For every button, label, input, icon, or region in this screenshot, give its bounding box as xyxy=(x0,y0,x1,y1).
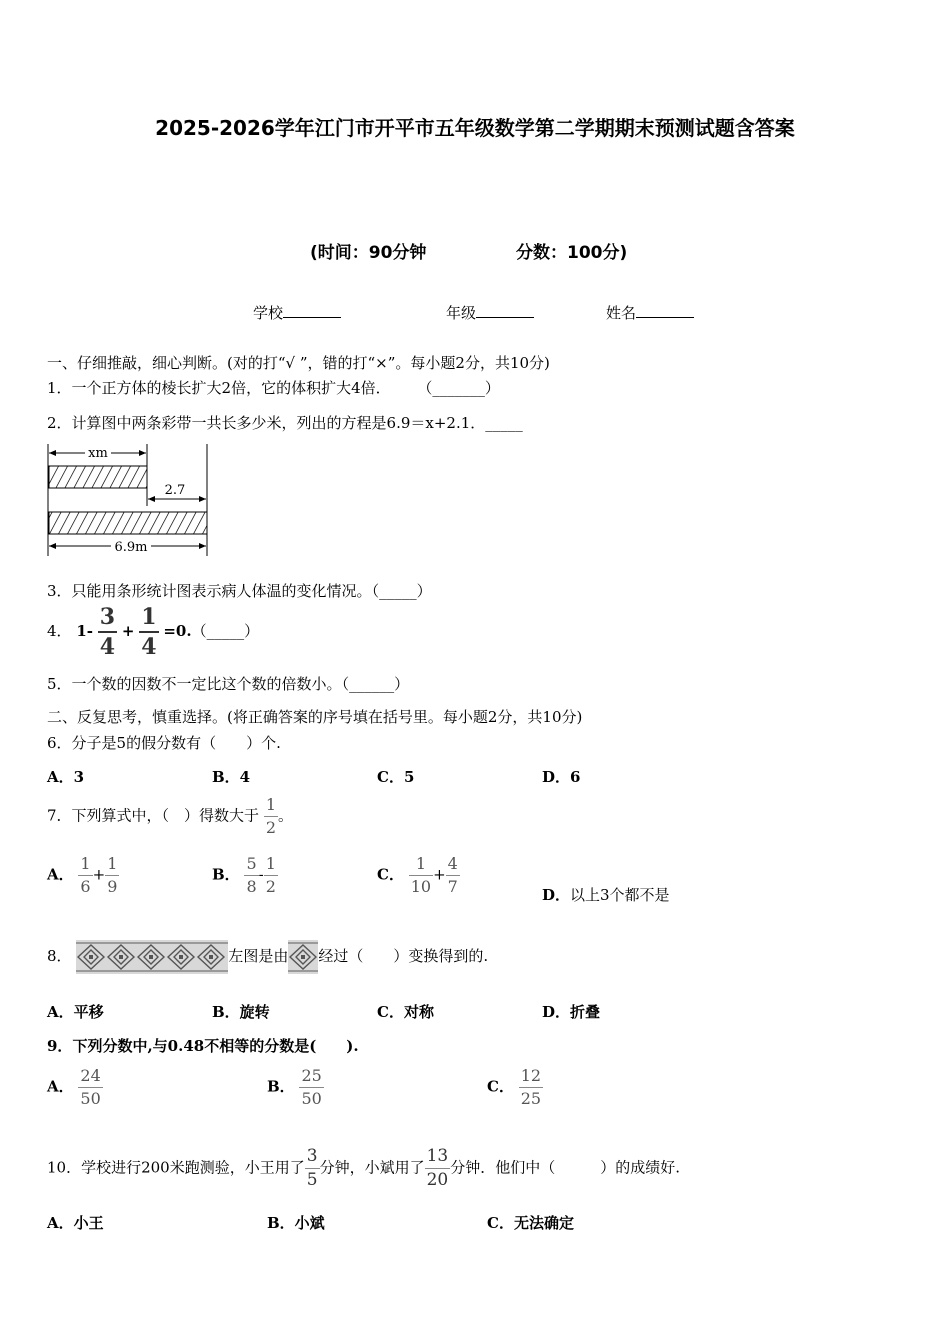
q7-b-op: - xyxy=(258,865,264,884)
q10-option-a[interactable]: A．小王 xyxy=(47,1214,104,1232)
q6-option-d[interactable]: D．6 xyxy=(542,768,581,786)
name-field[interactable] xyxy=(606,302,694,323)
question-5 xyxy=(47,673,409,694)
q2-text: 计算图中两条彩带一共长多少米，列出的方程是6.9＝x+2.1． xyxy=(71,414,486,432)
q9-c-fraction: $\frac{12}{25}$ xyxy=(520,1066,542,1108)
q8-number: 8． xyxy=(47,947,72,965)
q9-option-b[interactable] xyxy=(267,1068,324,1107)
q3-text: 只能用条形统计图表示病人体温的变化情况。 xyxy=(71,582,372,600)
diamond-pattern-strip xyxy=(76,940,228,974)
q7-end: 。 xyxy=(278,806,294,825)
q7-b-fraction-2: $\frac{1}{2}$ xyxy=(265,854,276,896)
school-field[interactable] xyxy=(253,302,341,323)
q4-fraction-2: $\frac{1}{4}$ xyxy=(141,604,157,660)
ribbon-diagram xyxy=(45,440,211,560)
q7-b-fraction-1: $\frac{5}{8}$ xyxy=(246,854,257,896)
question-3 xyxy=(47,580,432,601)
q5-number: 5． xyxy=(47,675,72,693)
q9-option-c[interactable] xyxy=(487,1068,543,1107)
q10-number: 10． xyxy=(47,1158,82,1177)
q8-option-c[interactable]: C．对称 xyxy=(377,1003,434,1021)
section1-heading: 一、仔细推敲，细心判断。(对的打“√ ”，错的打“×”。每小题2分，共10分) xyxy=(47,354,550,372)
q10-option-c[interactable]: C．无法确定 xyxy=(487,1214,574,1232)
q5-text: 一个数的因数不一定比这个数的倍数小。 xyxy=(71,675,342,693)
q7-fraction-half: $\frac{1}{2}$ xyxy=(265,795,277,837)
question-2 xyxy=(47,412,523,433)
q4-suffix: =0. xyxy=(163,622,192,640)
exam-score: 分数：100分) xyxy=(516,243,628,263)
q7-number: 7． xyxy=(47,806,72,825)
section2-heading: 二、反复思考，慎重选择。(将正确答案的序号填在括号里。每小题2分，共10分) xyxy=(47,708,583,726)
q4-plus: + xyxy=(121,622,135,640)
q7-a-op: + xyxy=(92,865,106,884)
q7-c-fraction-2: $\frac{4}{7}$ xyxy=(447,854,458,896)
q9-a-fraction: $\frac{24}{50}$ xyxy=(80,1066,101,1108)
q7-a-fraction-2: $\frac{1}{9}$ xyxy=(107,854,118,896)
q10-fraction-1: $\frac{3}{5}$ xyxy=(306,1146,318,1190)
q8-option-b[interactable]: B．旋转 xyxy=(212,1003,270,1021)
grade-blank[interactable] xyxy=(476,303,534,318)
single-diamond-tile xyxy=(288,940,318,974)
q9-number: 9． xyxy=(47,1037,73,1055)
q4-answer-paren[interactable]: （_____） xyxy=(191,622,260,640)
q7-option-d[interactable] xyxy=(542,884,670,905)
q7-option-b[interactable] xyxy=(212,856,278,895)
q9-a-label: A． xyxy=(47,1077,74,1096)
q6-number: 6． xyxy=(47,734,72,752)
q10-text-1: 学校进行200米跑测验，小王用了 xyxy=(81,1158,305,1177)
question-4 xyxy=(47,606,259,658)
q7-c-label: C． xyxy=(377,865,404,884)
q7-b-label: B． xyxy=(212,865,240,884)
q6-text: 分子是5的假分数有（ ）个. xyxy=(71,734,281,752)
q2-answer-blank[interactable]: _____ xyxy=(485,414,523,432)
q8-text-2: 经过（ ）变换得到的. xyxy=(318,947,489,965)
q6-option-b[interactable]: B．4 xyxy=(212,768,251,786)
q7-d-text: 以上3个都不是 xyxy=(570,886,670,904)
q3-answer-paren[interactable]: （_____） xyxy=(371,582,432,600)
q10-text-3: 分钟．他们中（ ）的成绩好. xyxy=(450,1158,680,1177)
q4-fraction-1: $\frac{3}{4}$ xyxy=(99,604,116,660)
question-7 xyxy=(47,797,293,836)
q9-b-label: B． xyxy=(267,1077,295,1096)
label-xm: xm xyxy=(88,446,108,461)
school-label: 学校 xyxy=(253,304,284,322)
label-6-9m: 6.9m xyxy=(114,540,148,555)
question-6 xyxy=(47,732,281,753)
q7-a-label: A． xyxy=(47,865,74,884)
name-label: 姓名 xyxy=(606,304,637,322)
q7-d-label: D． xyxy=(542,886,571,904)
q10-option-b[interactable]: B．小斌 xyxy=(267,1214,325,1232)
question-10 xyxy=(47,1148,680,1189)
q1-answer-paren[interactable]: （_______） xyxy=(417,379,500,397)
grade-field[interactable] xyxy=(446,302,534,323)
grade-label: 年级 xyxy=(446,304,477,322)
q9-b-fraction: $\frac{25}{50}$ xyxy=(301,1066,322,1108)
q7-option-a[interactable] xyxy=(47,856,119,895)
q7-text: 下列算式中，（ ）得数大于 xyxy=(71,806,260,825)
q1-text: 一个正方体的棱长扩大2倍，它的体积扩大4倍． xyxy=(71,379,391,397)
q9-text: 下列分数中,与0.48不相等的分数是( ). xyxy=(72,1037,359,1055)
q8-option-a[interactable]: A．平移 xyxy=(47,1003,104,1021)
q10-fraction-2: $\frac{13}{20}$ xyxy=(426,1146,449,1190)
exam-time: (时间：90分钟 xyxy=(310,243,427,263)
q7-c-fraction-1: $\frac{1}{10}$ xyxy=(410,854,432,896)
q2-number: 2． xyxy=(47,414,72,432)
school-blank[interactable] xyxy=(283,303,341,318)
q1-number: 1． xyxy=(47,379,72,397)
question-9 xyxy=(47,1035,359,1056)
q8-text-1: 左图是由 xyxy=(228,947,289,965)
q5-answer-paren[interactable]: （______） xyxy=(341,675,410,693)
q4-prefix: 1- xyxy=(76,622,93,640)
name-blank[interactable] xyxy=(636,303,694,318)
question-1 xyxy=(47,377,500,398)
q9-option-a[interactable] xyxy=(47,1068,103,1107)
q8-option-d[interactable]: D．折叠 xyxy=(542,1003,601,1021)
page-title: 2025-2026学年江门市开平市五年级数学第二学期期末预测试题含答案 xyxy=(155,116,795,140)
q4-number: 4． xyxy=(47,622,72,640)
q9-c-label: C． xyxy=(487,1077,514,1096)
question-8 xyxy=(47,940,488,974)
q10-text-2: 分钟，小斌用了 xyxy=(319,1158,425,1177)
q6-option-a[interactable]: A．3 xyxy=(47,768,85,786)
q7-option-c[interactable] xyxy=(377,856,460,895)
q7-c-op: + xyxy=(433,865,446,884)
q7-a-fraction-1: $\frac{1}{6}$ xyxy=(80,854,91,896)
label-2-7: 2.7 xyxy=(164,483,186,498)
q6-option-c[interactable]: C．5 xyxy=(377,768,415,786)
q3-number: 3． xyxy=(47,582,72,600)
